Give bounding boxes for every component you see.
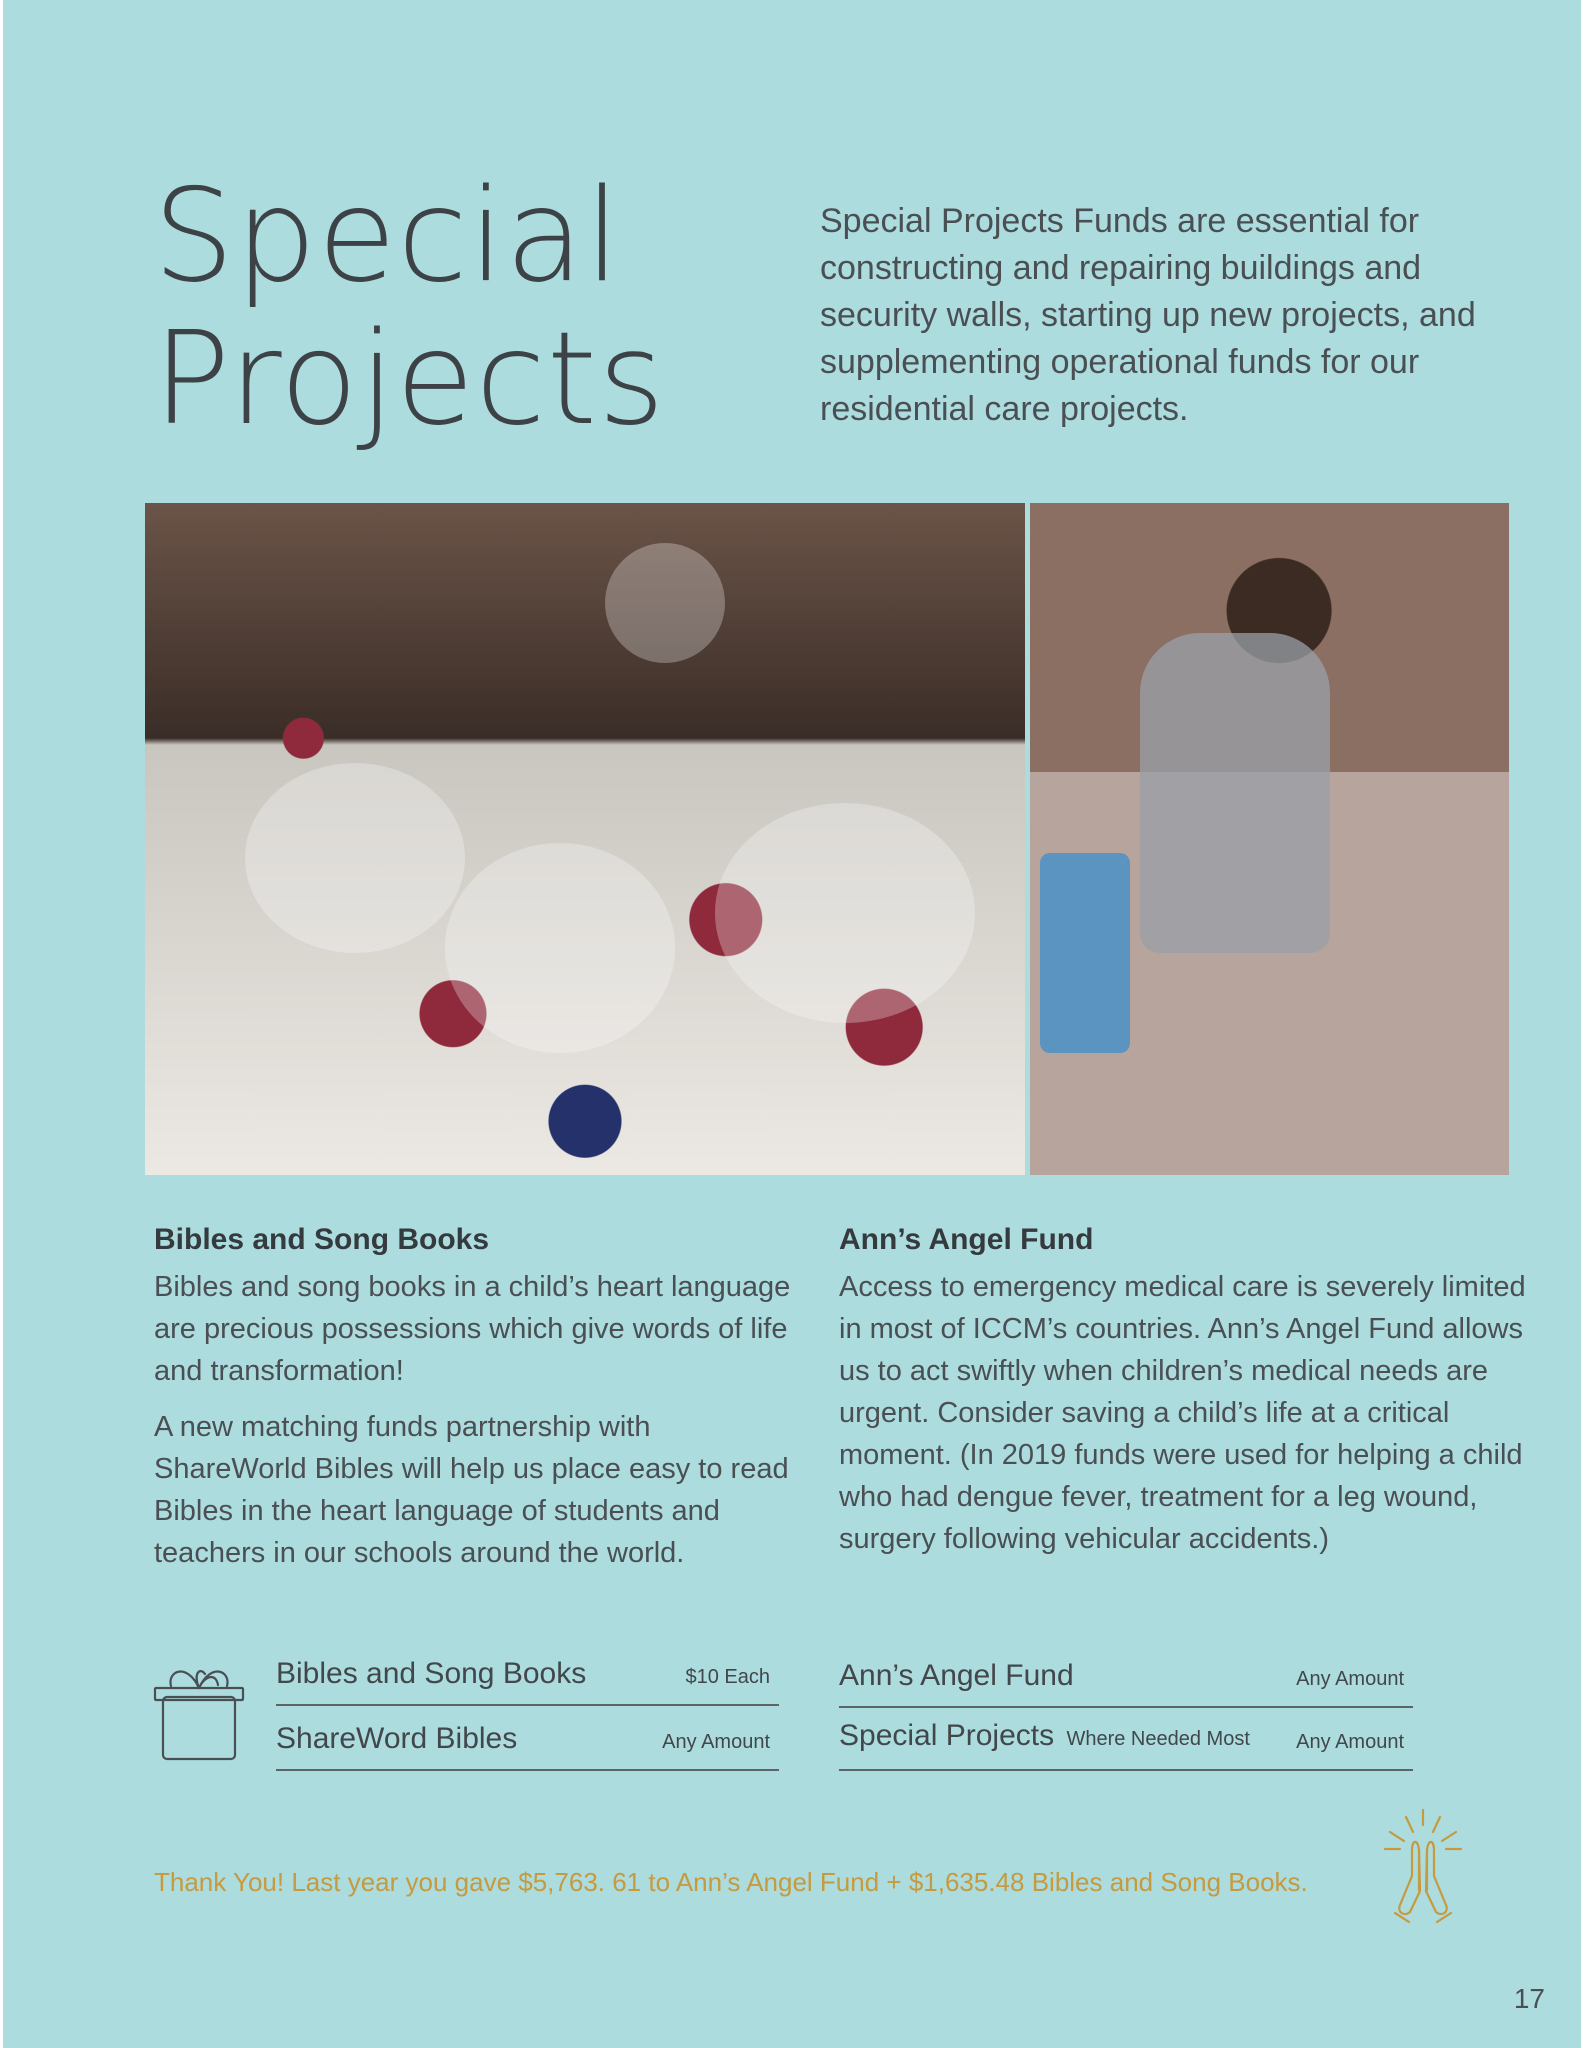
donation-amount: Any Amount — [1296, 1668, 1404, 1690]
bibles-paragraph-2: A new matching funds partnership with ShareWorld Bibles will help us place easy to read Bibles in the heart language of students and teachers in our schools around the world. — [154, 1411, 789, 1569]
donation-row-anns-angel-fund — [839, 1650, 1413, 1708]
donation-label: Ann’s Angel Fund — [839, 1659, 1074, 1692]
donation-note: Where Needed Most — [1066, 1728, 1250, 1750]
intro-text: Special Projects Funds are essential for constructing and repairing buildings and security walls, starting up new projects, and supplementing operational funds for our residential care projects. — [820, 202, 1476, 428]
adult-figure — [605, 543, 725, 663]
page-number: 17 — [1513, 1983, 1545, 2014]
anns-angel-fund-paragraph: Access to emergency medical care is severely limited in most of ICCM’s countries. Ann’s Angel Fund allows us to act swiftly when children’s medical needs are urgent. Consider saving a child’s life at a critical moment. (In 2019 funds were used for helping a child who had dengue fever, treatment for a leg wound, surgery following vehicular accidents.) — [839, 1271, 1526, 1555]
donation-label: Special Projects — [839, 1719, 1055, 1752]
donation-amount: Any Amount — [1296, 1731, 1404, 1753]
children-with-bibles-photo — [145, 503, 1025, 1175]
anns-angel-fund-heading: Ann’s Angel Fund — [839, 1223, 1094, 1256]
donation-row-bibles-song-books — [276, 1648, 779, 1706]
bibles-section — [154, 1220, 794, 1574]
bibles-paragraph-1: Bibles and song books in a child’s heart language are precious possessions which give words of life and transformation! — [154, 1271, 791, 1387]
page-title-line-2: Projects — [153, 305, 666, 454]
page — [3, 0, 1581, 2048]
anns-angel-fund-section — [839, 1220, 1529, 1560]
donation-label: ShareWord Bibles — [276, 1722, 518, 1755]
donation-amount: Any Amount — [662, 1731, 770, 1753]
donation-label-with-note — [839, 1719, 1250, 1756]
gift-icon — [153, 1657, 245, 1769]
thank-you-message: Thank You! Last year you gave $5,763. 61 to Ann’s Angel Fund + $1,635.48 Bibles and Song Books. — [154, 1867, 1308, 1897]
donation-label: Bibles and Song Books — [276, 1657, 587, 1690]
child-group-right — [715, 803, 975, 1023]
donation-amount: $10 Each — [685, 1666, 770, 1688]
donation-row-special-projects — [839, 1713, 1413, 1771]
child-with-crutches-photo — [1030, 503, 1509, 1175]
child-group-left — [245, 763, 465, 953]
bibles-heading: Bibles and Song Books — [154, 1223, 490, 1256]
page-title — [153, 162, 666, 454]
page-title-line-1: Special — [153, 162, 622, 311]
child-group-center — [445, 843, 675, 1053]
praying-hands-icon — [1375, 1802, 1471, 1928]
donation-row-shareword-bibles — [276, 1713, 779, 1771]
